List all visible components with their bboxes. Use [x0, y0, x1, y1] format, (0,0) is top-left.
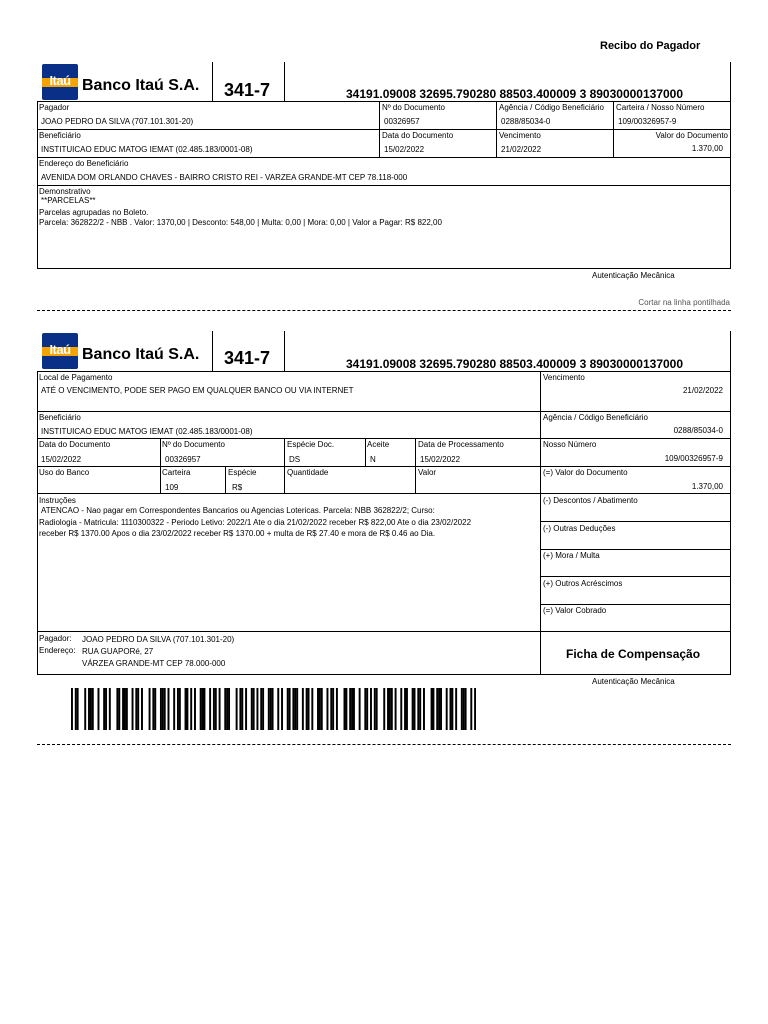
bank-code: 341-7 — [224, 80, 271, 100]
agencia-codigo-value-2: 0288/85034-0 — [673, 426, 723, 435]
especie-doc-value: DS — [289, 455, 301, 464]
label-especie-doc: Espécie Doc. — [287, 440, 335, 449]
local-pagamento-value: ATÉ O VENCIMENTO, PODE SER PAGO EM QUALQUER BANCO OU VIA INTERNET — [41, 386, 354, 395]
label-valor-documento-2: (=) Valor do Documento — [543, 468, 628, 477]
label-data-documento: Data do Documento — [382, 131, 454, 140]
cut-line-1 — [37, 310, 731, 311]
label-vencimento: Vencimento — [499, 131, 541, 140]
label-pagador-colon: Pagador: — [39, 634, 72, 643]
label-demonstrativo: Demonstrativo — [39, 187, 91, 196]
num-documento-value-2: 00326957 — [165, 455, 201, 464]
instrucoes-line-3: receber R$ 1370.00 Apos o dia 23/02/2022 receber R$ 1370.00 + multa de R$ 27.40 e mora de R$ 0.46 ao Dia. — [39, 529, 436, 538]
label-outras-deducoes: (-) Outras Deduções — [543, 524, 616, 533]
recibo-title: Recibo do Pagador — [600, 40, 701, 52]
pagador-value-2: JOAO PEDRO DA SILVA (707.101.301-20) — [82, 635, 235, 644]
label-valor-cobrado: (=) Valor Cobrado — [543, 606, 607, 615]
label-carteira: Carteira — [162, 468, 191, 477]
autenticacao-mecanica-1: Autenticação Mecânica — [592, 271, 675, 280]
label-valor: Valor — [418, 468, 437, 477]
pagador-endereco-line-1: RUA GUAPORé, 27 — [82, 647, 154, 656]
agencia-codigo-value: 0288/85034-0 — [501, 117, 551, 126]
label-agencia-codigo-2: Agência / Código Beneficiário — [543, 413, 648, 422]
pagador-endereco-line-2: VÁRZEA GRANDE-MT CEP 78.000-000 — [82, 659, 226, 668]
label-valor-documento: Valor do Documento — [655, 131, 728, 140]
label-aceite: Aceite — [367, 440, 390, 449]
linha-digitavel-2: 34191.09008 32695.790280 88503.400009 3 89030000137000 — [346, 357, 684, 371]
bank-name-2: Banco Itaú S.A. — [82, 346, 200, 363]
valor-documento-value: 1.370,00 — [691, 144, 723, 153]
vencimento-value-2: 21/02/2022 — [682, 386, 723, 395]
endereco-beneficiario-value: AVENIDA DOM ORLANDO CHAVES - BAIRRO CRISTO REI - VARZEA GRANDE-MT CEP 78.118-000 — [41, 173, 408, 182]
logo-text-2: Itaú — [49, 342, 71, 357]
pagador-value: JOAO PEDRO DA SILVA (707.101.301-20) — [41, 117, 194, 126]
label-carteira-nosso-numero: Carteira / Nosso Número — [616, 103, 705, 112]
demonstrativo-line-2: Parcelas agrupadas no Boleto. — [39, 208, 149, 217]
beneficiario-value-2: INSTITUICAO EDUC MATOG IEMAT (02.485.183/0001-08) — [41, 427, 253, 436]
label-endereco-colon: Endereço: — [39, 646, 76, 655]
label-pagador: Pagador — [39, 103, 70, 112]
demonstrativo-line-1: **PARCELAS** — [41, 196, 96, 205]
itau-logo — [42, 64, 78, 100]
bank-code-2: 341-7 — [224, 348, 271, 368]
label-num-documento-2: Nº do Documento — [162, 440, 225, 449]
label-beneficiario: Beneficiário — [39, 131, 81, 140]
num-documento-value: 00326957 — [384, 117, 420, 126]
label-uso-banco: Uso do Banco — [39, 468, 90, 477]
cortar-linha-label: Cortar na linha pontilhada — [638, 298, 730, 307]
aceite-value: N — [370, 455, 376, 464]
logo-text: Itaú — [49, 73, 71, 88]
data-documento-value: 15/02/2022 — [384, 145, 425, 154]
carteira-nosso-value: 109/00326957-9 — [618, 117, 677, 126]
vencimento-value: 21/02/2022 — [501, 145, 542, 154]
cut-line-2 — [37, 744, 731, 745]
carteira-value: 109 — [165, 483, 179, 492]
demonstrativo-line-3: Parcela: 362822/2 - NBB . Valor: 1370,00 | Desconto: 548,00 | Multa: 0,00 | Mora: 0,00 | Valor a Pagar: R$ 822,00 — [39, 218, 442, 227]
label-descontos: (-) Descontos / Abatimento — [543, 496, 638, 505]
label-agencia-codigo: Agência / Código Beneficiário — [499, 103, 604, 112]
instrucoes-line-1: ATENCAO - Nao pagar em Correspondentes Bancarios ou Agencias Lotericas. Parcela: NBB 362822/2; Curso: — [41, 506, 435, 515]
label-num-documento: Nº do Documento — [382, 103, 445, 112]
label-endereco-beneficiario: Endereço do Beneficiário — [39, 159, 129, 168]
instrucoes-line-2: Radiologia - Matricula: 1110300322 - Periodo Letivo: 2022/1 Ate o dia 21/02/2022 receber R$ 822,00 Ate o dia 23/02/2022 — [39, 518, 472, 527]
barcode — [71, 688, 476, 730]
label-vencimento-2: Vencimento — [543, 373, 585, 382]
itau-logo-2 — [42, 333, 78, 369]
label-beneficiario-2: Beneficiário — [39, 413, 81, 422]
data-documento-value-2: 15/02/2022 — [41, 455, 82, 464]
autenticacao-mecanica-2: Autenticação Mecânica — [592, 677, 675, 686]
label-mora-multa: (+) Mora / Multa — [543, 551, 600, 560]
label-outros-acrescimos: (+) Outros Acréscimos — [543, 579, 623, 588]
bank-name: Banco Itaú S.A. — [82, 77, 200, 94]
label-data-documento-2: Data do Documento — [39, 440, 111, 449]
ficha-compensacao-title: Ficha de Compensação — [566, 647, 701, 661]
label-instrucoes: Instruções — [39, 496, 76, 505]
nosso-numero-value: 109/00326957-9 — [664, 454, 723, 463]
linha-digitavel: 34191.09008 32695.790280 88503.400009 3 89030000137000 — [346, 87, 684, 101]
valor-documento-value-2: 1.370,00 — [691, 482, 723, 491]
especie-value: R$ — [232, 483, 243, 492]
label-nosso-numero: Nosso Número — [543, 440, 597, 449]
label-quantidade: Quantidade — [287, 468, 329, 477]
label-local-pagamento: Local de Pagamento — [39, 373, 113, 382]
label-especie: Espécie — [228, 468, 257, 477]
beneficiario-value: INSTITUICAO EDUC MATOG IEMAT (02.485.183/0001-08) — [41, 145, 253, 154]
label-data-processamento: Data de Processamento — [418, 440, 504, 449]
data-processamento-value: 15/02/2022 — [420, 455, 461, 464]
